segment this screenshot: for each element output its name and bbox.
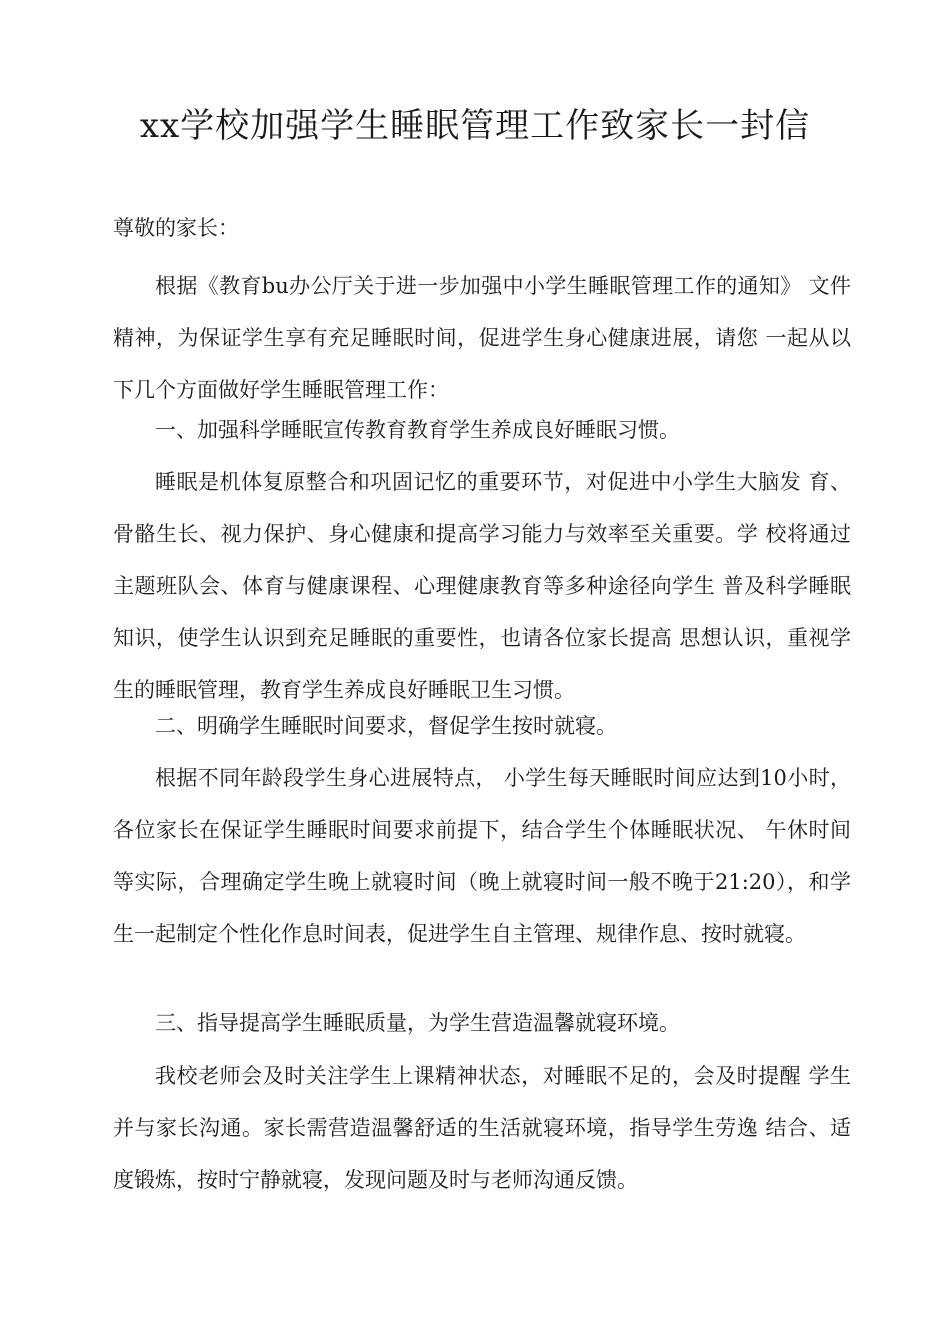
salutation: 尊敬的家长： (113, 216, 239, 240)
section-heading-3: 三、指导提高学生睡眠质量，为学生营造温馨就寝环境。 (155, 1011, 680, 1035)
section-body-1: 睡眠是机体复原整合和巩固记忆的重要环节，对促进中小学生大脑发 育、骨骼生长、视力保护、身心健康和提高学习能力与效率至关重要。学 校将通过主题班队会、体育与健康课程、心理健康教育等多种途径向学生 普及科学睡眠知识，使学生认识到充足睡眠的重要性，也请各位家长提高 思想认识，重视学生的睡眠管理，教育学生养成良好睡眠卫生习惯。 (113, 470, 851, 702)
section-body-3: 我校老师会及时关注学生上课精神状态，对睡眠不足的，会及时提醒 学生并与家长沟通。家长需营造温馨舒适的生活就寝环境，指导学生劳逸 结合、适度锻炼，按时宁静就寝，发现问题及时与老师沟通反馈。 (113, 1064, 851, 1192)
section-heading-2: 二、明确学生睡眠时间要求，督促学生按时就寝。 (155, 714, 617, 738)
section-body-2: 根据不同年龄段学生身心进展特点， 小学生每天睡眠时间应达到10小时，各位家长在保证学生睡眠时间要求前提下，结合学生个体睡眠状况、 午休时间等实际，合理确定学生晚上就寝时间（晚上就寝时间一般不晚于21:20），和学生一起制定个性化作息时间表，促进学生自主管理、规律作息、按时就寝。 (113, 766, 851, 946)
intro-paragraph: 根据《教育bu办公厅关于进一步加强中小学生睡眠管理工作的通知》 文件精神，为保证学生享有充足睡眠时间，促进学生身心健康进展，请您 一起从以下几个方面做好学生睡眠管理工作： (113, 274, 851, 402)
section-heading-1: 一、加强科学睡眠宣传教育教育学生养成良好睡眠习惯。 (155, 418, 680, 442)
document-title: xx学校加强学生睡眠管理工作致家长一封信 (139, 106, 811, 146)
